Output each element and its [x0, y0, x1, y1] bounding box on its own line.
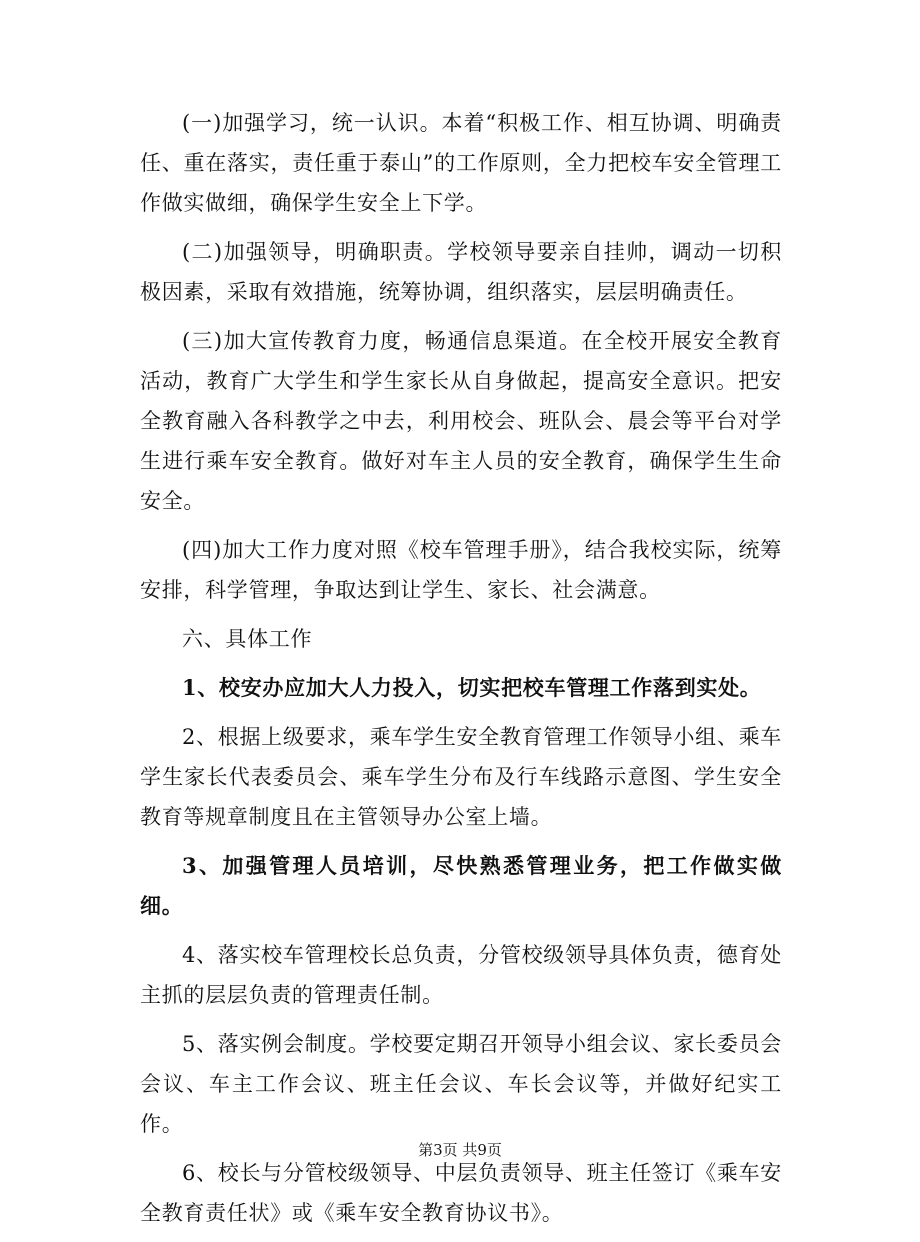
- document-body: [140, 103, 782, 1242]
- work-item-3: 3、加强管理人员培训，尽快熟悉管理业务，把工作做实做细。: [140, 853, 782, 918]
- work-item-2: 2、根据上级要求，乘车学生安全教育管理工作领导小组、乘车学生家长代表委员会、乘车学生分布及行车线路示意图、学生安全教育等规章制度且在主管领导办公室上墙。: [140, 725, 782, 829]
- section-heading-specific-work: 六、具体工作: [182, 627, 313, 651]
- paragraph-publicity-education: (三)加大宣传教育力度，畅通信息渠道。在全校开展安全教育活动，教育广大学生和学生家长从自身做起，提高安全意识。把安全教育融入各科教学之中去，利用校会、班队会、晨会等平台对学生进行乘车安全教育。做好对车主人员的安全教育，确保学生生命安全。: [140, 329, 782, 513]
- page-number-footer: 第3页 共9页: [418, 1141, 502, 1159]
- paragraph-strengthen-study: (一)加强学习，统一认识。本着“积极工作、相互协调、明确责任、重在落实，责任重于泰山”的工作原则，全力把校车安全管理工作做实做细，确保学生安全上下学。: [140, 111, 782, 215]
- work-item-6: 6、校长与分管校级领导、中层负责领导、班主任签订《乘车安全教育责任状》或《乘车安全教育协议书》。: [140, 1161, 782, 1225]
- paragraph-strengthen-leadership: (二)加强领导，明确职责。学校领导要亲自挂帅，调动一切积极因素，采取有效措施，统筹协调，组织落实，层层明确责任。: [140, 240, 782, 304]
- paragraph-work-intensity: (四)加大工作力度对照《校车管理手册》，结合我校实际，统筹安排，科学管理，争取达到让学生、家长、社会满意。: [140, 538, 782, 602]
- work-item-1: 1、校安办应加大人力投入，切实把校车管理工作落到实处。: [182, 675, 762, 700]
- work-item-4: 4、落实校车管理校长总负责，分管校级领导具体负责，德育处主抓的层层负责的管理责任制。: [140, 943, 782, 1007]
- work-item-5: 5、落实例会制度。学校要定期召开领导小组会议、家长委员会会议、车主工作会议、班主任会议、车长会议等，并做好纪实工作。: [140, 1032, 782, 1136]
